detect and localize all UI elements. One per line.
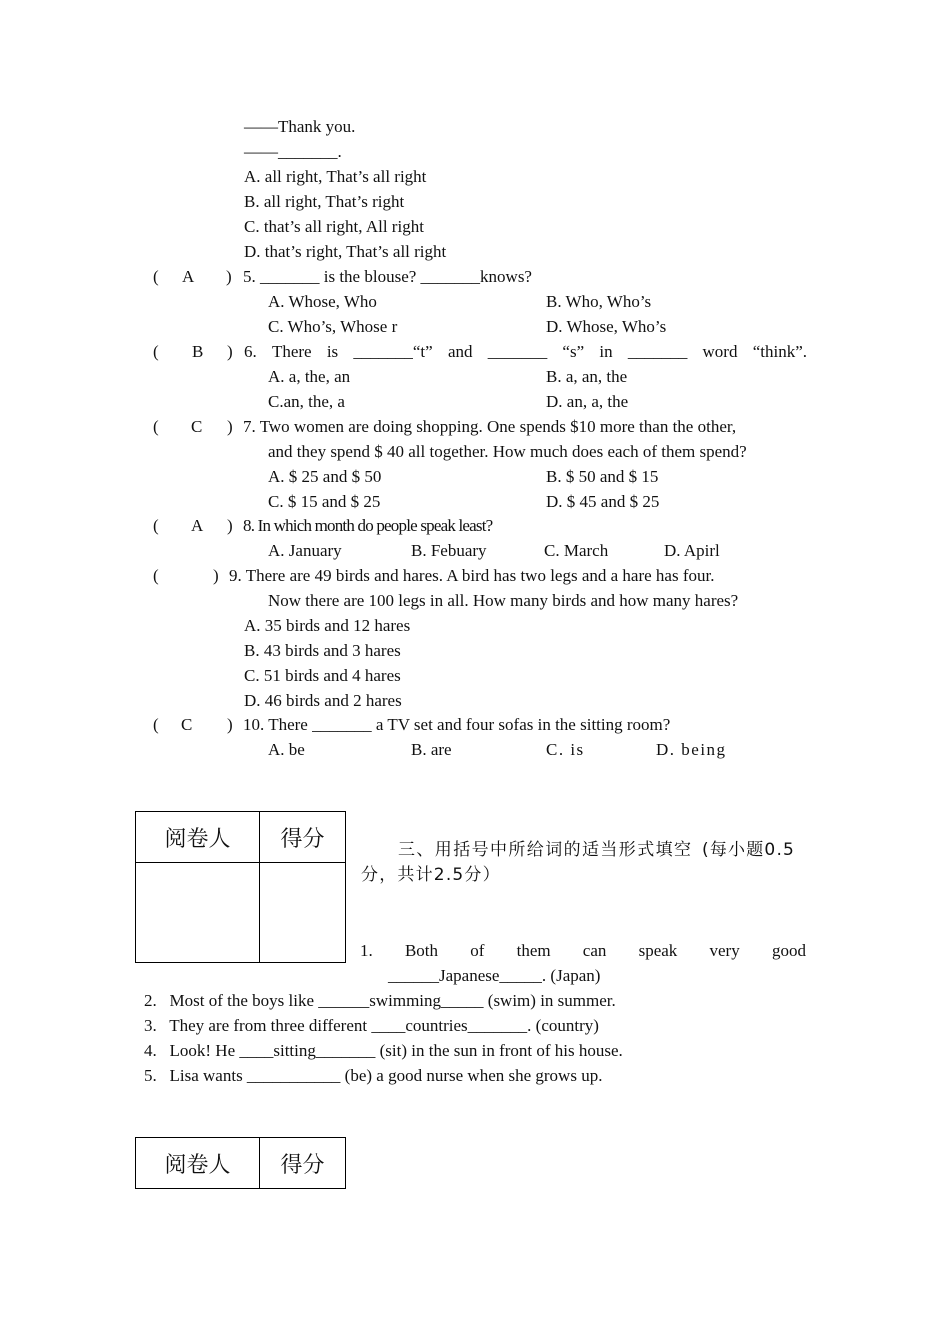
q4-option-d: D. that’s right, That’s all right [244, 242, 447, 261]
section-3-title-line-2: 分，共计2.5分） [361, 865, 501, 885]
q8-paren-left: ( [153, 516, 159, 535]
fill-item-1-word: good [771, 941, 806, 960]
q8-option-c: C. March [544, 541, 609, 560]
q9-stem-line-2: Now there are 100 legs in all. How many birds and how many hares? [268, 591, 739, 610]
q6-stem [244, 342, 807, 362]
fill-item-1-word: speak [638, 941, 678, 960]
fill-item-1-word: can [582, 941, 607, 960]
q6-stem-word: There [271, 342, 312, 361]
q5-stem: 5. _______ is the blouse? _______knows? [243, 267, 532, 286]
q7-option-d: D. $ 45 and $ 25 [546, 492, 660, 511]
q5-option-b: B. Who, Who’s [546, 292, 652, 311]
q6-paren-right: ) [227, 342, 233, 361]
q9-stem-line-1: 9. There are 49 birds and hares. A bird has two legs and a hare has four. [229, 566, 715, 585]
score-cell[interactable] [260, 863, 346, 963]
q4-option-c: C. that’s all right, All right [244, 217, 424, 236]
reviewer-header: 阅卷人 [136, 812, 260, 863]
score-table [135, 811, 346, 963]
q8-option-b: B. Febuary [411, 541, 487, 560]
q8-stem: 8. In which month do people speak least? [243, 516, 493, 535]
q6-stem-word: _______“t” [353, 342, 433, 361]
q5-option-d: D. Whose, Who’s [546, 317, 667, 336]
score-table-2 [135, 1137, 346, 1189]
fill-item-1-word: them [516, 941, 551, 960]
q4-dialog-line-2: ——_______. [244, 142, 342, 161]
q10-option-d: D. being [656, 740, 727, 759]
fill-item-5: 5. Lisa wants ___________ (be) a good nurse when she grows up. [144, 1066, 603, 1085]
q8-option-a: A. January [268, 541, 342, 560]
q7-paren-right: ) [227, 417, 233, 436]
q6-stem-word: “s” [562, 342, 585, 361]
q7-stem-line-2: and they spend $ 40 all together. How much does each of them spend? [268, 442, 747, 461]
q7-answer: C [191, 417, 203, 436]
score-header: 得分 [260, 812, 346, 863]
q9-option-c: C. 51 birds and 4 hares [244, 666, 401, 685]
q6-stem-word: in [599, 342, 613, 361]
q4-option-b: B. all right, That’s right [244, 192, 405, 211]
fill-item-2: 2. Most of the boys like ______swimming_____ (swim) in summer. [144, 991, 616, 1010]
q9-option-b: B. 43 birds and 3 hares [244, 641, 401, 660]
q9-option-a: A. 35 birds and 12 hares [244, 616, 411, 635]
q7-option-b: B. $ 50 and $ 15 [546, 467, 659, 486]
reviewer-cell[interactable] [136, 863, 260, 963]
fill-item-1-line-2: ______Japanese_____. (Japan) [388, 966, 601, 985]
q10-paren-left: ( [153, 715, 159, 734]
fill-item-1-word: 1. [360, 941, 373, 960]
q6-option-d: D. an, a, the [546, 392, 629, 411]
q7-paren-left: ( [153, 417, 159, 436]
q7-option-a: A. $ 25 and $ 50 [268, 467, 382, 486]
score-header-2: 得分 [260, 1138, 346, 1189]
q5-paren-left: ( [153, 267, 159, 286]
q6-option-a: A. a, the, an [268, 367, 351, 386]
section-3-title-points: (每小题0.5 [702, 840, 796, 860]
q8-option-d: D. Apirl [664, 541, 720, 560]
q10-option-b: B. are [411, 740, 452, 759]
q6-stem-word: _______ [487, 342, 548, 361]
q4-dialog-line-1: ——Thank you. [244, 117, 356, 136]
q5-answer: A [182, 267, 195, 286]
q5-option-a: A. Whose, Who [268, 292, 377, 311]
fill-item-1-word: of [470, 941, 485, 960]
q6-stem-word: 6. [244, 342, 257, 361]
q10-paren-right: ) [227, 715, 233, 734]
q7-stem-line-1: 7. Two women are doing shopping. One spends $10 more than the other, [243, 417, 737, 436]
q6-stem-word: “think”. [752, 342, 807, 361]
q7-option-c: C. $ 15 and $ 25 [268, 492, 381, 511]
fill-item-1-word: very [709, 941, 740, 960]
q8-paren-right: ) [227, 516, 233, 535]
q6-option-b: B. a, an, the [546, 367, 628, 386]
q6-option-c: C.an, the, a [268, 392, 345, 411]
q6-paren-left: ( [153, 342, 159, 361]
q5-option-c: C. Who’s, Whose r [268, 317, 398, 336]
reviewer-header-2: 阅卷人 [136, 1138, 260, 1189]
q10-stem: 10. There _______ a TV set and four sofas in the sitting room? [243, 715, 671, 734]
q6-stem-word: _______ [627, 342, 688, 361]
fill-item-3: 3. They are from three different ____countries_______. (country) [144, 1016, 599, 1035]
q10-option-c: C. is [546, 740, 585, 759]
q4-option-a: A. all right, That’s all right [244, 167, 427, 186]
fill-item-1 [360, 941, 806, 961]
q5-paren-right: ) [226, 267, 232, 286]
section-3-title: 三、用括号中所给词的适当形式填空 [398, 840, 693, 860]
q9-option-d: D. 46 birds and 2 hares [244, 691, 402, 710]
q8-answer: A [191, 516, 204, 535]
q6-answer: B [192, 342, 204, 361]
fill-item-4: 4. Look! He ____sitting_______ (sit) in the sun in front of his house. [144, 1041, 623, 1060]
fill-item-1-word: Both [404, 941, 439, 960]
q10-option-a: A. be [268, 740, 305, 759]
q6-stem-word: and [447, 342, 473, 361]
q10-answer: C [181, 715, 193, 734]
q9-paren-right: ) [213, 566, 219, 585]
q9-paren-left: ( [153, 566, 159, 585]
q6-stem-word: word [702, 342, 738, 361]
q6-stem-word: is [326, 342, 339, 361]
